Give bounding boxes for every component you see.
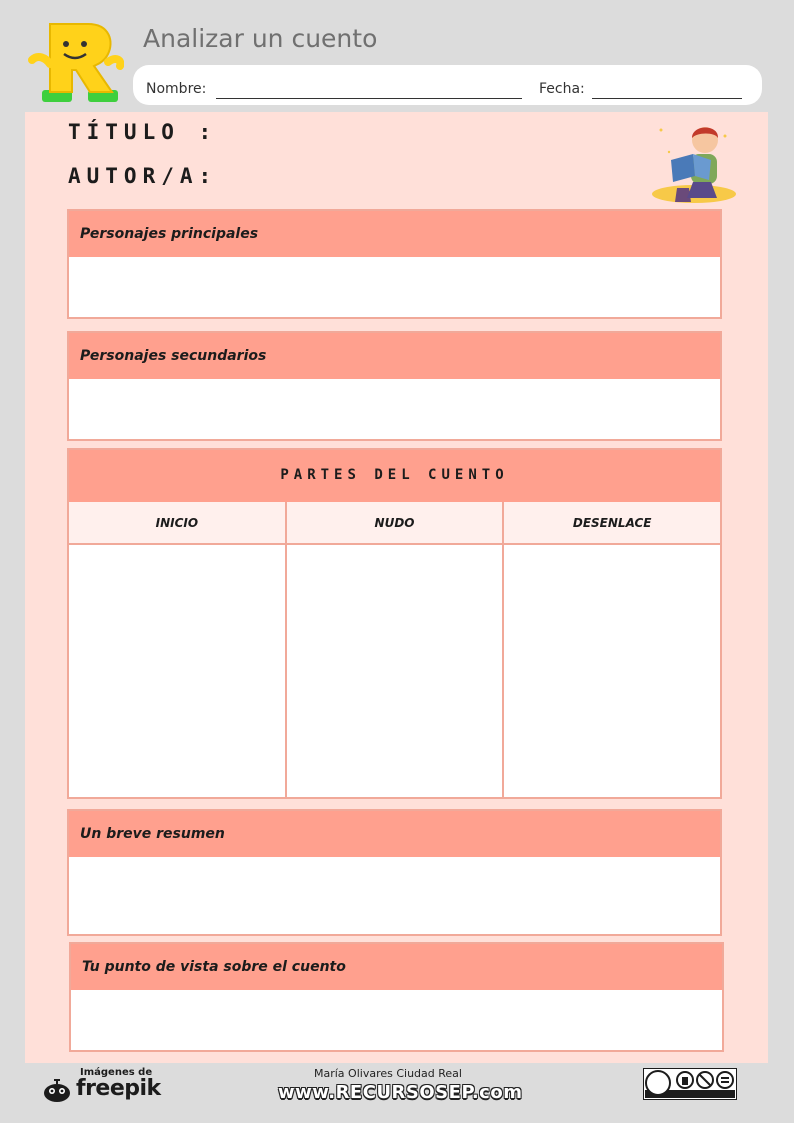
footer [0, 1063, 794, 1123]
name-field[interactable] [216, 98, 522, 99]
site-link[interactable]: www.RECURSOSEP.com [278, 1082, 523, 1103]
author-credit: María Olivares Ciudad Real [314, 1067, 462, 1080]
column-nudo [287, 502, 505, 797]
date-label: Fecha: [539, 81, 585, 97]
column-field[interactable] [504, 545, 720, 797]
summary-field[interactable] [69, 857, 720, 934]
summary-box [67, 809, 722, 936]
column-field[interactable] [287, 545, 503, 797]
main-characters-heading: Personajes principales [69, 211, 720, 257]
story-parts-heading: PARTES DEL CUENTO [69, 450, 720, 502]
worksheet [25, 112, 768, 1063]
point-of-view-box [69, 942, 724, 1052]
secondary-characters-heading: Personajes secundarios [69, 333, 720, 379]
page-title: Analizar un cuento [143, 24, 378, 53]
name-label: Nombre: [146, 81, 207, 97]
point-of-view-heading: Tu punto de vista sobre el cuento [71, 944, 722, 990]
column-header: DESENLACE [504, 502, 720, 545]
creative-commons-badge [643, 1068, 737, 1100]
column-inicio [69, 502, 287, 797]
freepik-caption: Imágenes de [80, 1067, 153, 1078]
story-parts-table [67, 448, 722, 799]
column-field[interactable] [69, 545, 285, 797]
secondary-characters-field[interactable] [69, 379, 720, 439]
main-characters-box [67, 209, 722, 319]
reading-child-illustration [647, 116, 737, 208]
name-date-bar [133, 65, 762, 105]
column-desenlace [504, 502, 720, 797]
recursosep-logo-icon [28, 20, 124, 106]
point-of-view-field[interactable] [71, 990, 722, 1050]
secondary-characters-box [67, 331, 722, 441]
title-label: TÍTULO : [68, 120, 218, 144]
main-characters-field[interactable] [69, 257, 720, 317]
author-label: AUTOR/A: [68, 164, 218, 188]
freepik-brand: freepik [76, 1076, 161, 1101]
date-field[interactable] [592, 98, 742, 99]
freepik-logo-icon [42, 1077, 72, 1103]
column-header: NUDO [287, 502, 503, 545]
column-header: INICIO [69, 502, 285, 545]
summary-heading: Un breve resumen [69, 811, 720, 857]
